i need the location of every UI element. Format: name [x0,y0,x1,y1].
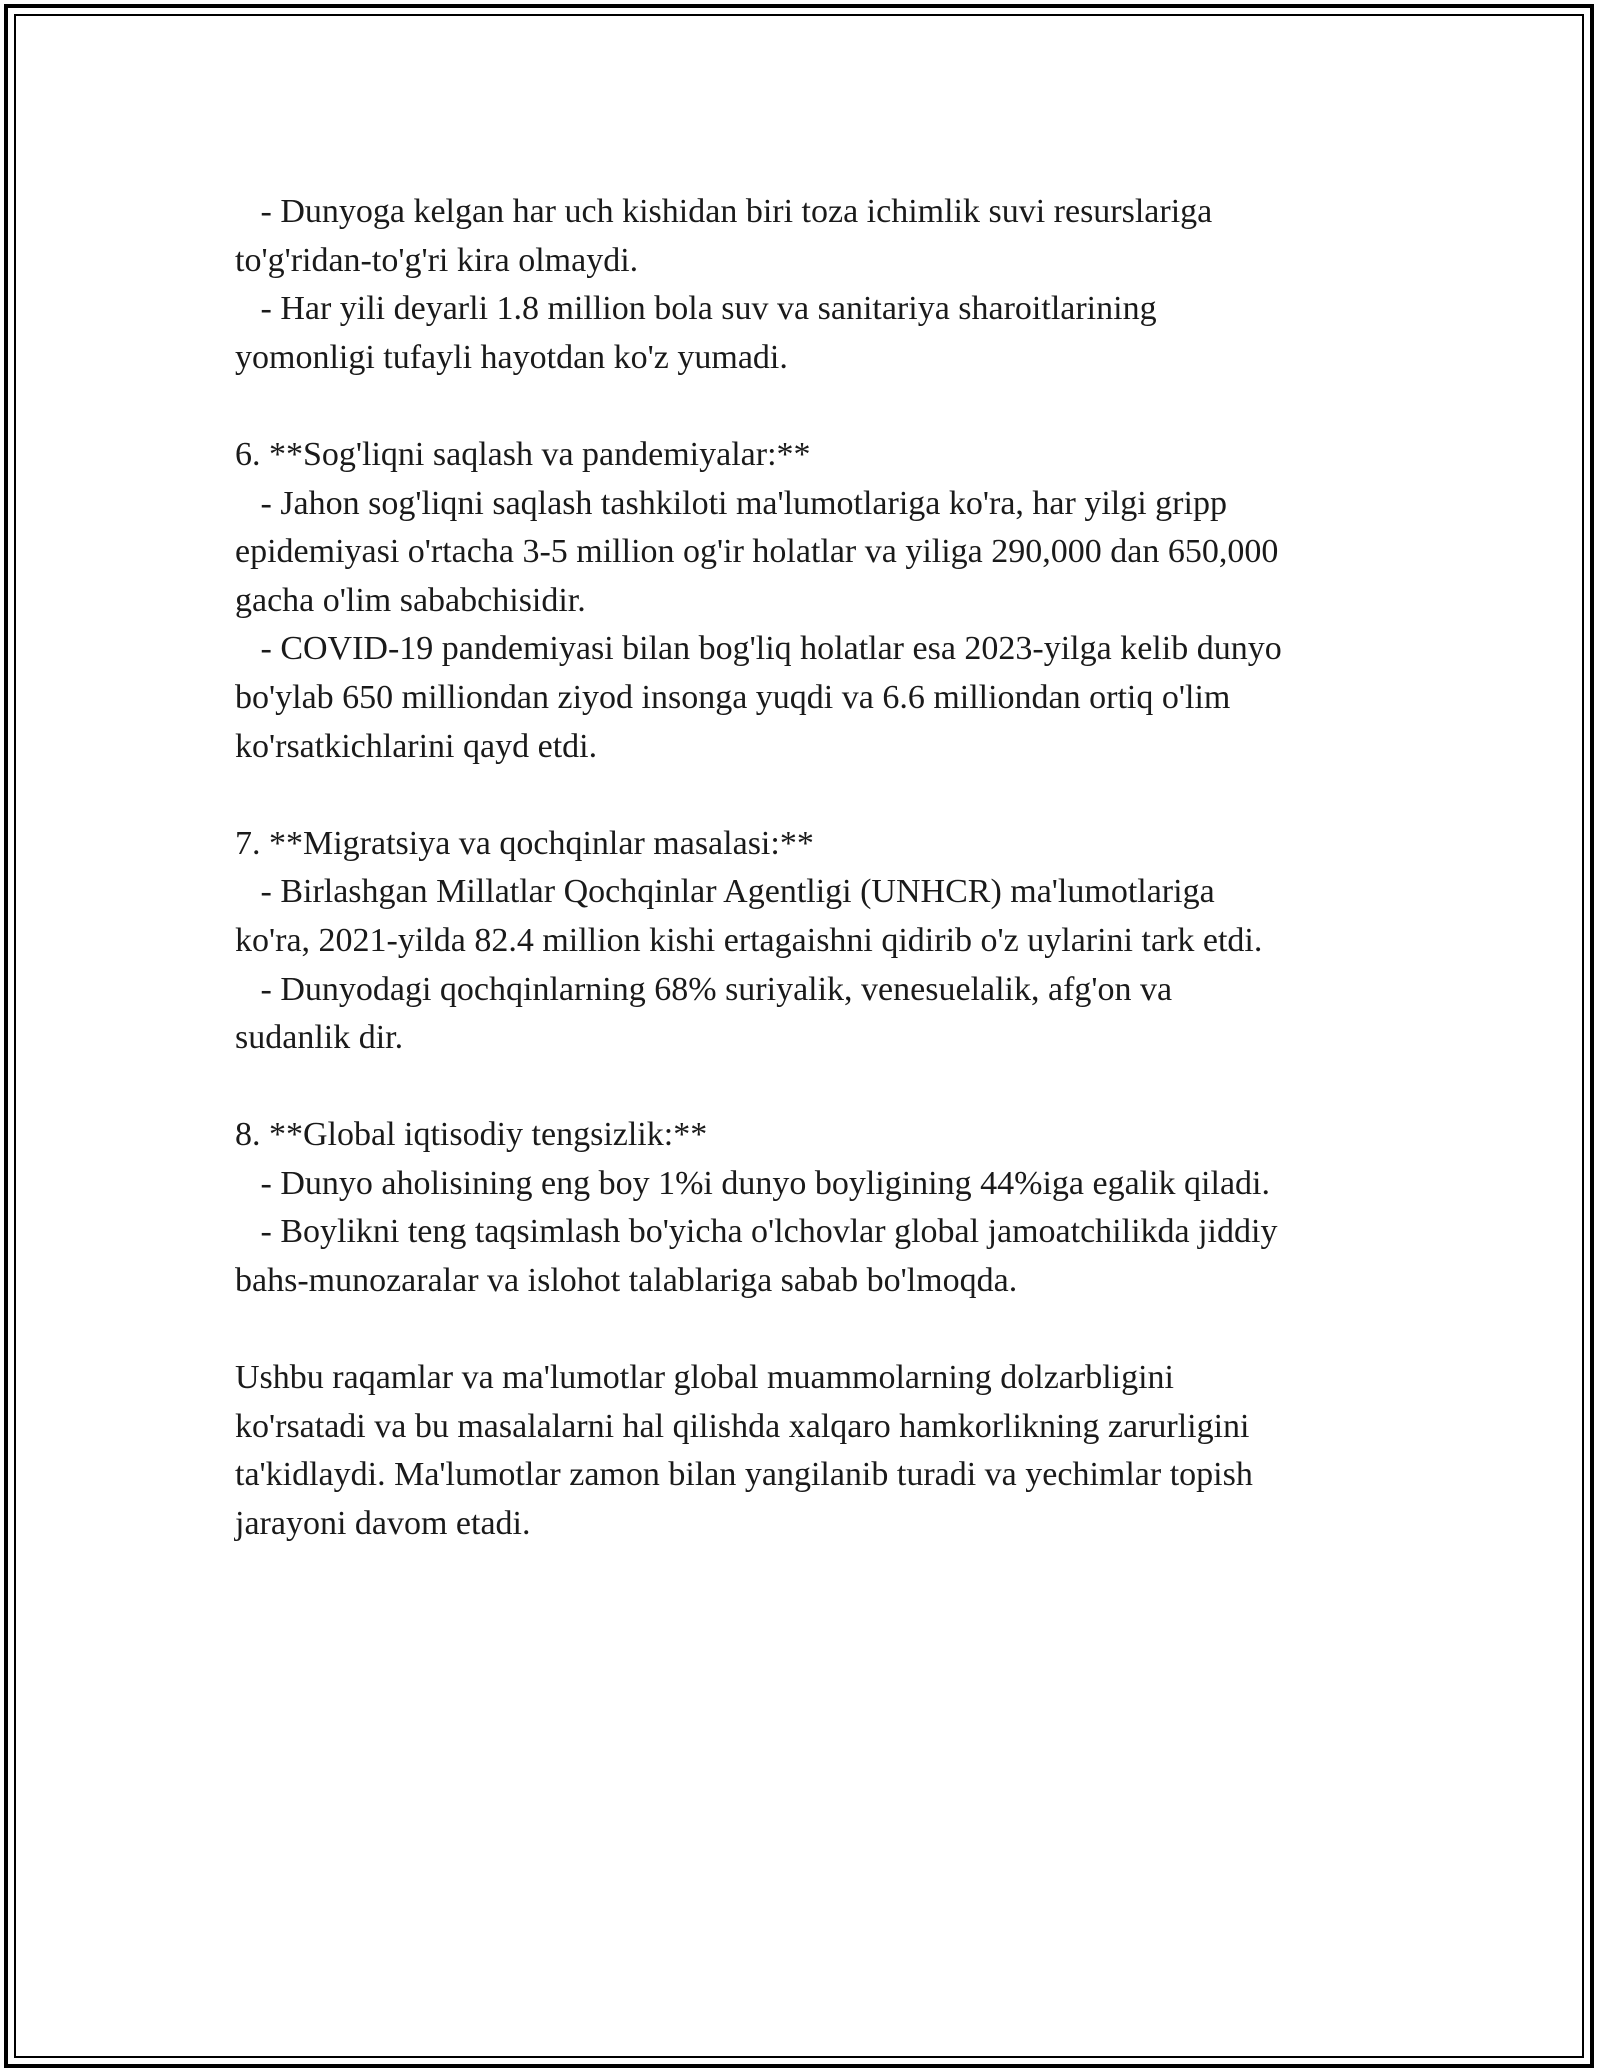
conclusion-line: ko'rsatadi va bu masalalarni hal qilishda xalqaro hamkorlikning zarurligini [235,1407,1250,1445]
section-heading: 6. **Sog'liqni saqlash va pandemiyalar:** [235,435,811,473]
section-heading: 8. **Global iqtisodiy tengsizlik:** [235,1116,708,1154]
text-line: bahs-munozaralar va islohot talablariga sabab bo'lmoqda. [235,1262,1018,1300]
text-line: - COVID-19 pandemiyasi bilan bog'liq holatlar esa 2023-yilga kelib dunyo [235,630,1282,668]
text-line: - Dunyo aholisining eng boy 1%i dunyo boyligining 44%iga egalik qiladi. [235,1164,1270,1202]
text-line: - Dunyoga kelgan har uch kishidan biri toza ichimlik suvi resurslariga [235,193,1213,230]
text-line: ko'ra, 2021-yilda 82.4 million kishi ertagaishni qidirib o'z uylarini tark etdi. [235,921,1263,959]
text-line: - Dunyodagi qochqinlarning 68% suriyalik, venesuelalik, afg'on va [235,970,1173,1008]
text-line: gacha o'lim sababchisidir. [235,581,586,619]
conclusion-line: Ushbu raqamlar va ma'lumotlar global muammolarning dolzarbligini [235,1359,1175,1397]
text-line: bo'ylab 650 milliondan ziyod insonga yuqdi va 6.6 milliondan ortiq o'lim [235,678,1231,716]
text-line: yomonligi tufayli hayotdan ko'z yumadi. [235,338,788,376]
document-body [235,188,1405,1549]
text-line: - Jahon sog'liqni saqlash tashkiloti ma'lumotlariga ko'ra, har yilgi gripp [235,484,1227,522]
text-line: - Har yili deyarli 1.8 million bola suv va sanitariya sharoitlarining [235,290,1157,328]
text-line: - Boylikni teng taqsimlash bo'yicha o'lchovlar global jamoatchilikda jiddiy [235,1213,1278,1251]
text-line: to'g'ridan-to'g'ri kira olmaydi. [235,241,639,279]
text-line: ko'rsatkichlarini qayd etdi. [235,727,598,765]
text-line: - Birlashgan Millatlar Qochqinlar Agentligi (UNHCR) ma'lumotlariga [235,873,1215,911]
blank-line [235,771,1405,820]
blank-line [235,382,1405,431]
text-line: epidemiyasi o'rtacha 3-5 million og'ir holatlar va yiliga 290,000 dan 650,000 [235,533,1279,571]
text-line: sudanlik dir. [235,1019,404,1057]
section-heading: 7. **Migratsiya va qochqinlar masalasi:** [235,824,814,862]
conclusion-line: jarayoni davom etadi. [235,1505,531,1543]
blank-line [235,1306,1405,1355]
blank-line [235,1063,1405,1112]
conclusion-line: ta'kidlaydi. Ma'lumotlar zamon bilan yangilanib turadi va yechimlar topish [235,1456,1253,1494]
